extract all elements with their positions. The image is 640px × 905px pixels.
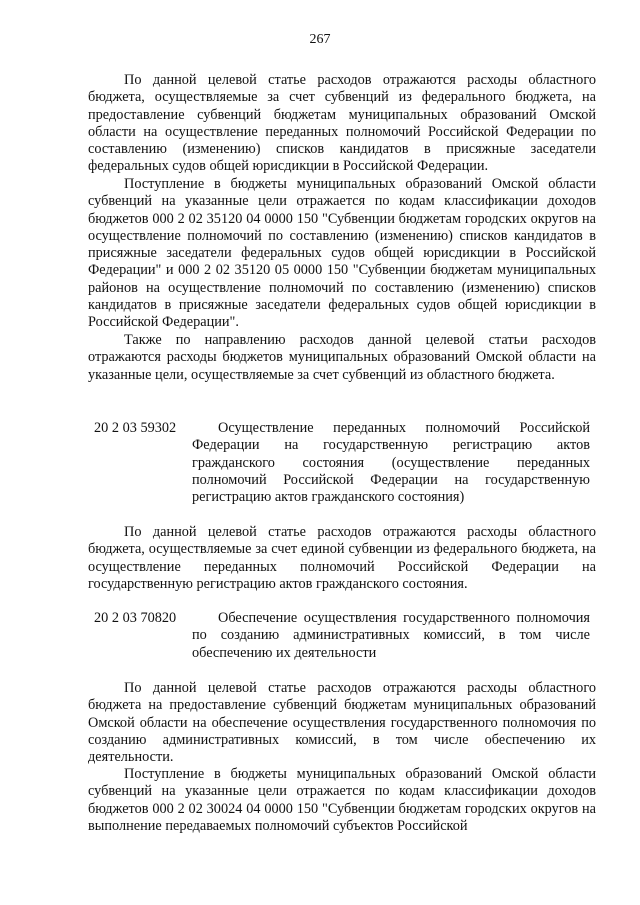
paragraph-4: По данной целевой статье расходов отражаются расходы областного бюджета, осуществляемые за счет единой субвенции из федерального бюджета, на осуществление переданных полномочий Российской Федерации на государственную регистрацию актов гражданского состояния.: [88, 524, 596, 592]
paragraph-1: По данной целевой статье расходов отражаются расходы областного бюджета, осуществляемые за счет субвенций из федерального бюджета, на предоставление субвенций бюджетам муниципальных образований Омской области на осуществление переданных полномочий Российской Федерации по составлению (изменению) списков кандидатов в присяжные заседатели федеральных судов общей юрисдикции в Российской Федерации.: [88, 72, 596, 175]
code-entry-1: [88, 420, 596, 506]
paragraph-5: По данной целевой статье расходов отражаются расходы областного бюджета на предоставление субвенций бюджетам муниципальных образований Омской области на обеспечение осуществления государственного полномочия по созданию административных комиссий, в том числе обеспечению их деятельности.: [88, 680, 596, 766]
code-entry-2: [88, 610, 596, 662]
classification-code: 20 2 03 59302: [94, 420, 177, 436]
page-number: 267: [309, 32, 331, 47]
code-description: Осуществление переданных полномочий Российской Федерации на государственную регистрацию актов гражданского состояния (осуществление переданных полномочий Российской Федерации на государственную регистрацию актов гражданского состояния): [192, 420, 590, 506]
code-description: Обеспечение осуществления государственного полномочия по созданию административных комиссий, в том числе обеспечению их деятельности: [192, 610, 590, 661]
paragraph-2: Поступление в бюджеты муниципальных образований Омской области субвенций на указанные цели отражается по кодам классификации доходов бюджетов 000 2 02 35120 04 0000 150 "Субвенции бюджетам городских округов на осуществление полномочий по составлению (изменению) списков кандидатов в присяжные заседатели федеральных судов общей юрисдикции в Российской Федерации" и 000 2 02 35120 05 0000 150 "Субвенции бюджетам муниципальных районов на осуществление полномочий по составлению (изменению) списков кандидатов в присяжные заседатели федеральных судов общей юрисдикции в Российской Федерации".: [88, 176, 596, 331]
paragraph-6: Поступление в бюджеты муниципальных образований Омской области субвенций на указанные цели отражается по кодам классификации доходов бюджетов 000 2 02 30024 04 0000 150 "Субвенции бюджетам городских округов на выполнение передаваемых полномочий субъектов Российской: [88, 766, 596, 834]
classification-code: 20 2 03 70820: [94, 610, 177, 626]
paragraph-3: Также по направлению расходов данной целевой статьи расходов отражаются расходы бюджетов муниципальных образований Омской области на указанные цели, осуществляемые за счет субвенций из областного бюджета.: [88, 332, 596, 383]
